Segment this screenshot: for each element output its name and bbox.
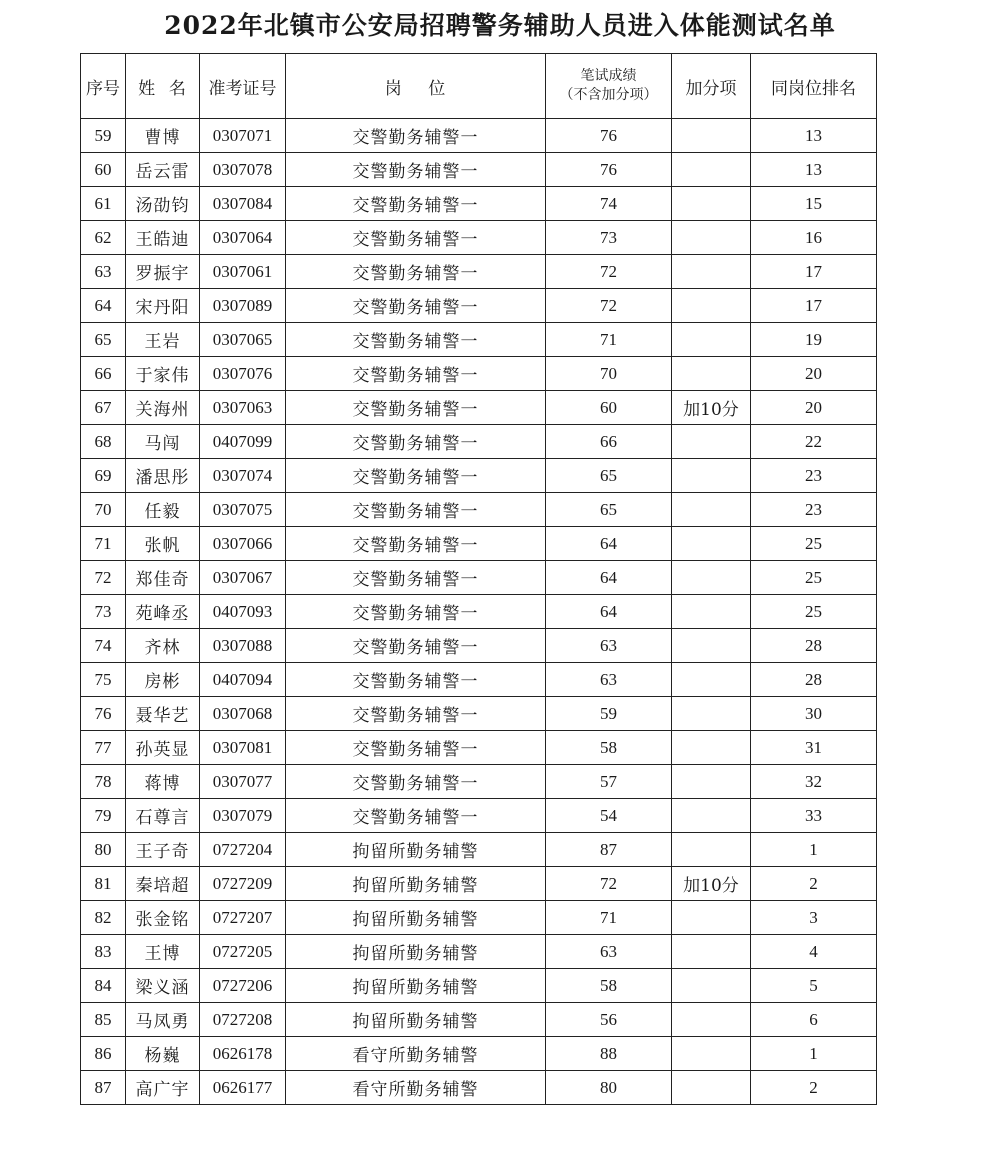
cell-bonus (672, 765, 751, 799)
cell-rank: 28 (751, 663, 877, 697)
cell-score: 76 (546, 153, 672, 187)
header-bonus: 加分项 (672, 54, 751, 119)
cell-name: 梁义涵 (126, 969, 200, 1003)
table-row (81, 425, 877, 459)
cell-bonus (672, 935, 751, 969)
cell-post: 交警勤务辅警一 (286, 255, 546, 289)
cell-score: 58 (546, 969, 672, 1003)
cell-post: 交警勤务辅警一 (286, 153, 546, 187)
cell-rank: 20 (751, 357, 877, 391)
cell-no: 64 (81, 289, 126, 323)
cell-post: 拘留所勤务辅警 (286, 901, 546, 935)
cell-exam-id: 0307084 (200, 187, 286, 221)
cell-score: 71 (546, 901, 672, 935)
cell-no: 76 (81, 697, 126, 731)
cell-score: 64 (546, 561, 672, 595)
cell-post: 交警勤务辅警一 (286, 765, 546, 799)
cell-name: 马闯 (126, 425, 200, 459)
cell-no: 85 (81, 1003, 126, 1037)
cell-rank: 23 (751, 493, 877, 527)
cell-name: 秦培超 (126, 867, 200, 901)
cell-score: 56 (546, 1003, 672, 1037)
cell-score: 65 (546, 459, 672, 493)
cell-rank: 19 (751, 323, 877, 357)
cell-bonus (672, 1071, 751, 1105)
cell-post: 交警勤务辅警一 (286, 697, 546, 731)
table-row (81, 799, 877, 833)
cell-no: 65 (81, 323, 126, 357)
cell-exam-id: 0407093 (200, 595, 286, 629)
cell-exam-id: 0307071 (200, 119, 286, 153)
table-row (81, 459, 877, 493)
cell-name: 房彬 (126, 663, 200, 697)
cell-exam-id: 0307077 (200, 765, 286, 799)
cell-name: 张帆 (126, 527, 200, 561)
header-score-line1: 笔试成绩 (580, 68, 637, 84)
table-row (81, 1037, 877, 1071)
cell-post: 交警勤务辅警一 (286, 391, 546, 425)
cell-name: 王岩 (126, 323, 200, 357)
cell-rank: 28 (751, 629, 877, 663)
cell-post: 交警勤务辅警一 (286, 527, 546, 561)
cell-no: 66 (81, 357, 126, 391)
header-exam-id: 准考证号 (200, 54, 286, 119)
cell-no: 79 (81, 799, 126, 833)
cell-no: 70 (81, 493, 126, 527)
cell-exam-id: 0407094 (200, 663, 286, 697)
cell-bonus (672, 833, 751, 867)
cell-score: 57 (546, 765, 672, 799)
cell-rank: 13 (751, 153, 877, 187)
cell-bonus (672, 425, 751, 459)
cell-score: 58 (546, 731, 672, 765)
cell-exam-id: 0727204 (200, 833, 286, 867)
cell-exam-id: 0307068 (200, 697, 286, 731)
cell-post: 交警勤务辅警一 (286, 357, 546, 391)
cell-post: 看守所勤务辅警 (286, 1037, 546, 1071)
cell-score: 63 (546, 629, 672, 663)
header-rank: 同岗位排名 (751, 54, 877, 119)
cell-rank: 4 (751, 935, 877, 969)
cell-no: 59 (81, 119, 126, 153)
cell-rank: 2 (751, 867, 877, 901)
cell-no: 68 (81, 425, 126, 459)
cell-post: 拘留所勤务辅警 (286, 969, 546, 1003)
table-row (81, 595, 877, 629)
cell-exam-id: 0727205 (200, 935, 286, 969)
cell-name: 杨巍 (126, 1037, 200, 1071)
candidate-table (80, 53, 877, 1105)
cell-score: 60 (546, 391, 672, 425)
cell-name: 王皓迪 (126, 221, 200, 255)
cell-name: 于家伟 (126, 357, 200, 391)
cell-rank: 1 (751, 1037, 877, 1071)
cell-rank: 33 (751, 799, 877, 833)
table-row (81, 867, 877, 901)
header-row (81, 54, 877, 119)
table-row (81, 119, 877, 153)
cell-post: 交警勤务辅警一 (286, 663, 546, 697)
cell-score: 54 (546, 799, 672, 833)
table-row (81, 187, 877, 221)
cell-bonus: 加10分 (672, 391, 751, 425)
cell-score: 65 (546, 493, 672, 527)
cell-no: 62 (81, 221, 126, 255)
cell-exam-id: 0407099 (200, 425, 286, 459)
cell-no: 75 (81, 663, 126, 697)
table-row (81, 561, 877, 595)
table-row (81, 391, 877, 425)
cell-post: 交警勤务辅警一 (286, 595, 546, 629)
cell-score: 74 (546, 187, 672, 221)
cell-no: 84 (81, 969, 126, 1003)
table-row (81, 833, 877, 867)
cell-bonus (672, 527, 751, 561)
cell-exam-id: 0307061 (200, 255, 286, 289)
table-row (81, 697, 877, 731)
cell-no: 71 (81, 527, 126, 561)
cell-rank: 17 (751, 255, 877, 289)
cell-score: 59 (546, 697, 672, 731)
cell-post: 交警勤务辅警一 (286, 459, 546, 493)
cell-rank: 22 (751, 425, 877, 459)
cell-bonus (672, 493, 751, 527)
cell-rank: 32 (751, 765, 877, 799)
cell-no: 74 (81, 629, 126, 663)
cell-no: 80 (81, 833, 126, 867)
cell-rank: 25 (751, 595, 877, 629)
cell-bonus (672, 255, 751, 289)
cell-exam-id: 0307088 (200, 629, 286, 663)
cell-name: 张金铭 (126, 901, 200, 935)
cell-post: 拘留所勤务辅警 (286, 833, 546, 867)
cell-exam-id: 0307089 (200, 289, 286, 323)
table-row (81, 1003, 877, 1037)
cell-score: 88 (546, 1037, 672, 1071)
cell-post: 交警勤务辅警一 (286, 425, 546, 459)
cell-post: 交警勤务辅警一 (286, 561, 546, 595)
cell-post: 交警勤务辅警一 (286, 731, 546, 765)
cell-exam-id: 0307075 (200, 493, 286, 527)
cell-exam-id: 0727208 (200, 1003, 286, 1037)
cell-no: 67 (81, 391, 126, 425)
table-row (81, 935, 877, 969)
cell-rank: 16 (751, 221, 877, 255)
table-row (81, 1071, 877, 1105)
cell-rank: 3 (751, 901, 877, 935)
cell-score: 64 (546, 595, 672, 629)
cell-score: 66 (546, 425, 672, 459)
cell-name: 石尊言 (126, 799, 200, 833)
cell-name: 蒋博 (126, 765, 200, 799)
cell-bonus (672, 901, 751, 935)
cell-bonus: 加10分 (672, 867, 751, 901)
cell-bonus (672, 663, 751, 697)
cell-bonus (672, 595, 751, 629)
cell-bonus (672, 323, 751, 357)
cell-rank: 20 (751, 391, 877, 425)
cell-name: 曹博 (126, 119, 200, 153)
cell-exam-id: 0626177 (200, 1071, 286, 1105)
cell-rank: 1 (751, 833, 877, 867)
cell-no: 78 (81, 765, 126, 799)
cell-no: 60 (81, 153, 126, 187)
cell-score: 72 (546, 867, 672, 901)
header-score (546, 54, 672, 119)
cell-name: 郑佳奇 (126, 561, 200, 595)
cell-no: 61 (81, 187, 126, 221)
cell-name: 苑峰丞 (126, 595, 200, 629)
table-row (81, 323, 877, 357)
cell-post: 交警勤务辅警一 (286, 799, 546, 833)
cell-name: 聂华艺 (126, 697, 200, 731)
cell-score: 63 (546, 935, 672, 969)
table-row (81, 969, 877, 1003)
cell-score: 76 (546, 119, 672, 153)
cell-no: 82 (81, 901, 126, 935)
cell-score: 72 (546, 255, 672, 289)
cell-exam-id: 0307063 (200, 391, 286, 425)
table-row (81, 527, 877, 561)
cell-bonus (672, 289, 751, 323)
cell-score: 73 (546, 221, 672, 255)
cell-post: 交警勤务辅警一 (286, 323, 546, 357)
cell-bonus (672, 969, 751, 1003)
cell-post: 交警勤务辅警一 (286, 221, 546, 255)
cell-bonus (672, 1003, 751, 1037)
cell-post: 拘留所勤务辅警 (286, 935, 546, 969)
table-header (81, 54, 877, 119)
cell-exam-id: 0307074 (200, 459, 286, 493)
cell-exam-id: 0307078 (200, 153, 286, 187)
cell-name: 潘思彤 (126, 459, 200, 493)
cell-name: 罗振宇 (126, 255, 200, 289)
cell-rank: 2 (751, 1071, 877, 1105)
cell-score: 63 (546, 663, 672, 697)
cell-bonus (672, 697, 751, 731)
cell-rank: 30 (751, 697, 877, 731)
cell-bonus (672, 187, 751, 221)
cell-post: 交警勤务辅警一 (286, 119, 546, 153)
cell-no: 83 (81, 935, 126, 969)
cell-name: 宋丹阳 (126, 289, 200, 323)
cell-post: 交警勤务辅警一 (286, 629, 546, 663)
cell-bonus (672, 153, 751, 187)
cell-rank: 25 (751, 561, 877, 595)
cell-name: 齐林 (126, 629, 200, 663)
header-score-line2: （不含加分项） (559, 87, 658, 103)
header-no: 序号 (81, 54, 126, 119)
table-row (81, 629, 877, 663)
cell-rank: 17 (751, 289, 877, 323)
cell-exam-id: 0307064 (200, 221, 286, 255)
cell-no: 63 (81, 255, 126, 289)
cell-exam-id: 0307065 (200, 323, 286, 357)
cell-exam-id: 0307079 (200, 799, 286, 833)
cell-name: 岳云雷 (126, 153, 200, 187)
cell-post: 看守所勤务辅警 (286, 1071, 546, 1105)
table-row (81, 153, 877, 187)
cell-post: 拘留所勤务辅警 (286, 867, 546, 901)
cell-bonus (672, 119, 751, 153)
table-row (81, 221, 877, 255)
cell-score: 70 (546, 357, 672, 391)
cell-no: 87 (81, 1071, 126, 1105)
table-row (81, 255, 877, 289)
cell-bonus (672, 357, 751, 391)
cell-rank: 15 (751, 187, 877, 221)
cell-post: 交警勤务辅警一 (286, 289, 546, 323)
cell-rank: 25 (751, 527, 877, 561)
cell-name: 汤劭钧 (126, 187, 200, 221)
cell-no: 73 (81, 595, 126, 629)
cell-post: 拘留所勤务辅警 (286, 1003, 546, 1037)
table-body (81, 119, 877, 1105)
table-row (81, 493, 877, 527)
cell-exam-id: 0307081 (200, 731, 286, 765)
cell-post: 交警勤务辅警一 (286, 493, 546, 527)
cell-exam-id: 0307067 (200, 561, 286, 595)
table-row (81, 357, 877, 391)
cell-bonus (672, 561, 751, 595)
cell-no: 77 (81, 731, 126, 765)
cell-bonus (672, 1037, 751, 1071)
cell-rank: 5 (751, 969, 877, 1003)
cell-bonus (672, 799, 751, 833)
cell-name: 任毅 (126, 493, 200, 527)
cell-name: 高广宇 (126, 1071, 200, 1105)
cell-bonus (672, 731, 751, 765)
cell-score: 80 (546, 1071, 672, 1105)
cell-bonus (672, 629, 751, 663)
cell-exam-id: 0307076 (200, 357, 286, 391)
table-row (81, 901, 877, 935)
cell-post: 交警勤务辅警一 (286, 187, 546, 221)
cell-bonus (672, 221, 751, 255)
table-row (81, 663, 877, 697)
document-title: 2022年北镇市公安局招聘警务辅助人员进入体能测试名单 (164, 11, 836, 40)
cell-exam-id: 0307066 (200, 527, 286, 561)
cell-name: 王子奇 (126, 833, 200, 867)
cell-no: 86 (81, 1037, 126, 1071)
cell-rank: 6 (751, 1003, 877, 1037)
cell-name: 孙英显 (126, 731, 200, 765)
table-row (81, 765, 877, 799)
cell-score: 64 (546, 527, 672, 561)
cell-no: 69 (81, 459, 126, 493)
table-row (81, 289, 877, 323)
cell-rank: 31 (751, 731, 877, 765)
cell-score: 87 (546, 833, 672, 867)
cell-score: 72 (546, 289, 672, 323)
cell-no: 81 (81, 867, 126, 901)
cell-exam-id: 0727206 (200, 969, 286, 1003)
cell-score: 71 (546, 323, 672, 357)
cell-exam-id: 0727209 (200, 867, 286, 901)
cell-name: 关海州 (126, 391, 200, 425)
cell-bonus (672, 459, 751, 493)
cell-no: 72 (81, 561, 126, 595)
cell-rank: 23 (751, 459, 877, 493)
table-row (81, 731, 877, 765)
cell-name: 马凤勇 (126, 1003, 200, 1037)
header-post: 岗 位 (286, 54, 546, 119)
cell-exam-id: 0626178 (200, 1037, 286, 1071)
header-name: 姓 名 (126, 54, 200, 119)
cell-exam-id: 0727207 (200, 901, 286, 935)
cell-rank: 13 (751, 119, 877, 153)
cell-name: 王博 (126, 935, 200, 969)
